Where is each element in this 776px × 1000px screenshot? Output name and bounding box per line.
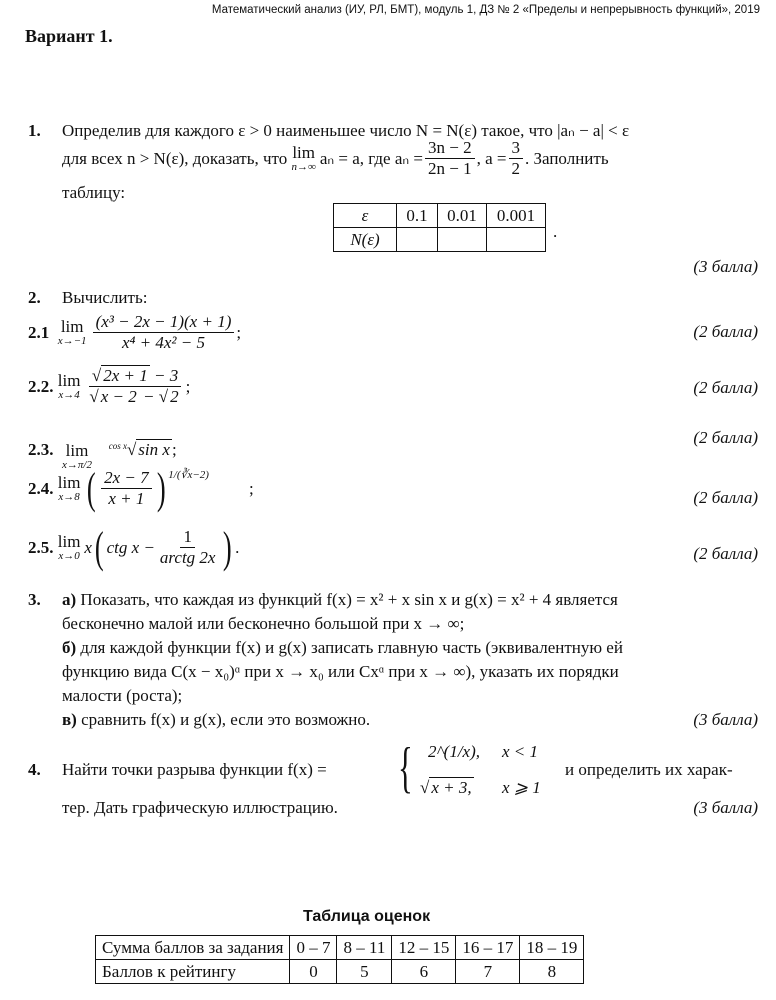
grades-table — [95, 935, 584, 984]
points: (3 балла) — [693, 710, 758, 729]
running-header: Математический анализ (ИУ, РЛ, БМТ), модуль 1, ДЗ № 2 «Пределы и непрерывность функций», 2019 — [211, 4, 760, 16]
lim-sub: x→−1 — [57, 335, 87, 347]
denominator: arctg 2x — [159, 548, 216, 567]
case-1: 2^(1/x), — [428, 742, 481, 761]
text: , a = — [476, 148, 507, 168]
empty-cell[interactable] — [397, 228, 438, 252]
problem-1-line3: таблицу: — [62, 183, 126, 202]
numerator: 3n − 2 — [425, 138, 475, 159]
cell: 0 — [290, 960, 337, 984]
epsilon-table — [333, 203, 546, 252]
text: функцию вида C(x − x₀)ᵅ при x → x₀ или Cxᵅ при x → ∞), указать их порядки — [62, 662, 619, 681]
item-label: 2.3. — [28, 439, 54, 459]
lim-label: lim — [57, 371, 81, 390]
lim-label: lim — [60, 317, 84, 336]
lim-label: lim — [65, 441, 89, 460]
limit — [58, 474, 81, 503]
text: сравнить f(x) и g(x), если это возможно. — [81, 710, 371, 729]
numerator: (x³ − 2x − 1)(x + 1) — [93, 312, 235, 333]
cell: 0 – 7 — [290, 936, 337, 960]
case-2: √ x + 3, — [420, 778, 472, 797]
punct: ; — [171, 439, 177, 459]
problem-2-5: 2.5. lim x→0 x ( ctg x − $\frac{1}{\text{arctg 2x}}$ ) . — [28, 522, 240, 572]
radicand: x − 2 — [100, 387, 137, 406]
grades-title: Таблица оценок — [303, 908, 431, 925]
punct: . — [235, 537, 240, 557]
text: − 3 — [149, 366, 179, 385]
radicand: x + 3, — [431, 778, 472, 797]
text: − — [138, 387, 159, 406]
lim-label: lim — [57, 532, 81, 551]
fraction — [157, 527, 219, 568]
punct: ; — [185, 376, 191, 396]
numerator: 3 — [509, 138, 524, 159]
cell: ε — [334, 204, 397, 228]
text: aₙ = a, где aₙ = — [319, 148, 424, 168]
numerator: √ 2x + 1 − 3 — [89, 366, 181, 387]
points: (2 балла) — [693, 428, 758, 447]
cond-2: x ⩾ 1 — [502, 778, 541, 797]
text: Найти точки разрыва функции f(x) = — [62, 760, 327, 779]
lim-sub: x→8 — [58, 491, 80, 503]
problem-2-3: 2.3. lim x→π/2 cos x √ sin x ; — [28, 439, 177, 471]
denominator: x⁴ + 4x² − 5 — [121, 333, 205, 352]
denominator: x + 1 — [108, 489, 145, 508]
lim-sub: n→∞ — [291, 161, 316, 173]
cell: Баллов к рейтингу — [96, 960, 290, 984]
fraction — [425, 138, 475, 179]
problem-1-line1: Определив для каждого ε > 0 наименьшее число N = N(ε) такое, что |aₙ − a| < ε — [62, 121, 630, 140]
radicand: 2 — [170, 387, 179, 406]
cell: 5 — [337, 960, 392, 984]
problem-3-b — [62, 638, 623, 658]
problem-2-4: 2.4. lim x→8 ( $\frac{2x - 7}{x + 1}$ ) 1/(∛x−2) ; — [28, 463, 254, 513]
empty-cell[interactable] — [487, 228, 546, 252]
points: (3 балла) — [693, 798, 758, 817]
numerator: 1 — [180, 527, 195, 548]
text: малости (роста); — [62, 686, 183, 705]
lim-label: lim — [57, 473, 81, 492]
cell: Сумма баллов за задания — [96, 936, 290, 960]
denominator: 2n − 1 — [428, 159, 472, 178]
radicand: sin x — [138, 440, 170, 459]
item-label: 2.4. — [28, 478, 54, 498]
numerator: 2x − 7 — [101, 468, 152, 489]
root-index: cos x — [108, 440, 127, 451]
cell: 0.01 — [438, 204, 487, 228]
fraction — [86, 366, 183, 407]
empty-cell[interactable] — [438, 228, 487, 252]
limit — [291, 144, 315, 173]
cell: N(ε) — [334, 228, 397, 252]
points: (3 балла) — [693, 257, 758, 276]
item-label: 2.1 — [28, 322, 50, 342]
radicand: 2x + 1 — [103, 366, 148, 385]
text: и определить их харак- — [565, 760, 733, 779]
problem-3-a — [62, 590, 618, 610]
cell: 16 – 17 — [456, 936, 520, 960]
problem-2-1 — [28, 312, 241, 353]
cell: 18 – 19 — [520, 936, 584, 960]
variant-title: Вариант 1. — [25, 26, 113, 46]
points: (2 балла) — [693, 322, 758, 341]
punct: ; — [248, 478, 254, 498]
item-label: в) — [62, 710, 77, 729]
item-label: а) — [62, 590, 77, 609]
cell: 8 – 11 — [337, 936, 392, 960]
cell: 0.001 — [487, 204, 546, 228]
item-label: 2.5. — [28, 537, 54, 557]
document-page: Математический анализ (ИУ, РЛ, БМТ), модуль 1, ДЗ № 2 «Пределы и непрерывность функций», 2019 Вариант 1. 1. Определив для каждого ε > 0 наименьшее число N = N(ε) такое, что |aₙ − a| < ε для всех n > N(ε), доказать, что lim n→∞ aₙ = a, где aₙ = $\frac{3n - 2}{2n - 1}$ , a = $\frac{3}{2}$ . Заполнить таблицу: ε 0.1 0.01 0.001 N(ε) . (3 балла) 2. Вычислить: 2.1 lim x→−1 $\frac{\text{(x³ − 2x − 1)(x + 1)}}{\text{x⁴ + 4x² − 5}}$ ; (2 балла) 2.2. lim x→4 $\frac{√ 2x + 1 - 3}{√ x - 2 - √ 2}$ ; (2 балла) 2.3. lim x→π/2 cos x √ sin x ; (2 балла) 2.4. lim x→8 ( $\frac{2x - 7}{x + 1}$ ) 1/(∛x−2) ; (2 балла) 2.5. lim x→0 x ( ctg x − $\frac{1}{\text{arctg 2x}}$ ) . (2 балла) 3. а) Показать, что каждая из функций f(x) = x² + x sin x и g(x) = x² + 4 является бесконечно малой или бесконечно большой при x → ∞; б) для каждой функции f(x) и g(x) записать главную часть (эквивалентную ей функцию вида C(x − x₀)ᵅ при x → x₀ или Cxᵅ при x → ∞), указать их порядки малости (роста); в) сравнить f(x) и g(x), если это возможно. (3 балла) 4. Найти точки разрыва функции f(x) = { 2^(1/x), x < 1 √ x + 3, x ⩾ 1 и определить их харак- тер. Дать графическую иллюстрацию. (3 балла) Таблица оценок Сумма баллов за задания 0 – 7 8 – 11 12 – 15 16 – 17 18 – 19 Баллов к рейтингу 0 5 6 7 8 — [0, 0, 776, 1000]
text: для всех n > N(ε), доказать, что — [62, 148, 288, 168]
limit — [58, 318, 87, 347]
problem-1-line2 — [62, 138, 609, 179]
cell: 6 — [392, 960, 456, 984]
points: (2 балла) — [693, 378, 758, 397]
denominator: √ x − 2 − √ 2 — [89, 387, 179, 406]
problem-3-c — [62, 710, 370, 730]
problem-2-number: 2. — [28, 288, 41, 307]
brace: { — [398, 737, 413, 799]
problem-2-2 — [28, 366, 190, 407]
text: Показать, что каждая из функций f(x) = x² + x sin x и g(x) = x² + 4 является — [80, 590, 618, 609]
limit — [58, 533, 81, 562]
fraction — [93, 312, 235, 353]
points: (2 балла) — [693, 488, 758, 507]
problem-3-number: 3. — [28, 590, 41, 609]
text: ctg x − — [106, 537, 155, 557]
limit — [58, 372, 81, 401]
problem-4-number: 4. — [28, 760, 41, 779]
fraction — [509, 138, 524, 179]
lim-sub: x→π/2 — [62, 459, 92, 471]
problem-2-title: Вычислить: — [62, 288, 148, 307]
denominator: 2 — [511, 159, 520, 178]
cell: 8 — [520, 960, 584, 984]
cell: 0.1 — [397, 204, 438, 228]
text: x — [84, 537, 92, 557]
text: тер. Дать графическую иллюстрацию. — [62, 798, 338, 817]
exponent: 1/(∛x−2) — [168, 469, 209, 481]
item-label: б) — [62, 638, 77, 657]
item-label: 2.2. — [28, 376, 54, 396]
lim-label: lim — [292, 143, 315, 162]
lim-sub: x→4 — [58, 389, 80, 401]
cell: 7 — [456, 960, 520, 984]
cond-1: x < 1 — [502, 742, 539, 761]
problem-1-number: 1. — [28, 121, 41, 140]
text: бесконечно малой или бесконечно большой при x → ∞; — [62, 614, 465, 633]
punct: ; — [236, 322, 242, 342]
cell: 12 – 15 — [392, 936, 456, 960]
lim-sub: x→0 — [58, 550, 80, 562]
text: . Заполнить — [525, 148, 609, 168]
points: (2 балла) — [693, 544, 758, 563]
text: для каждой функции f(x) и g(x) записать главную часть (эквивалентную ей — [80, 638, 623, 657]
fraction — [101, 468, 152, 509]
